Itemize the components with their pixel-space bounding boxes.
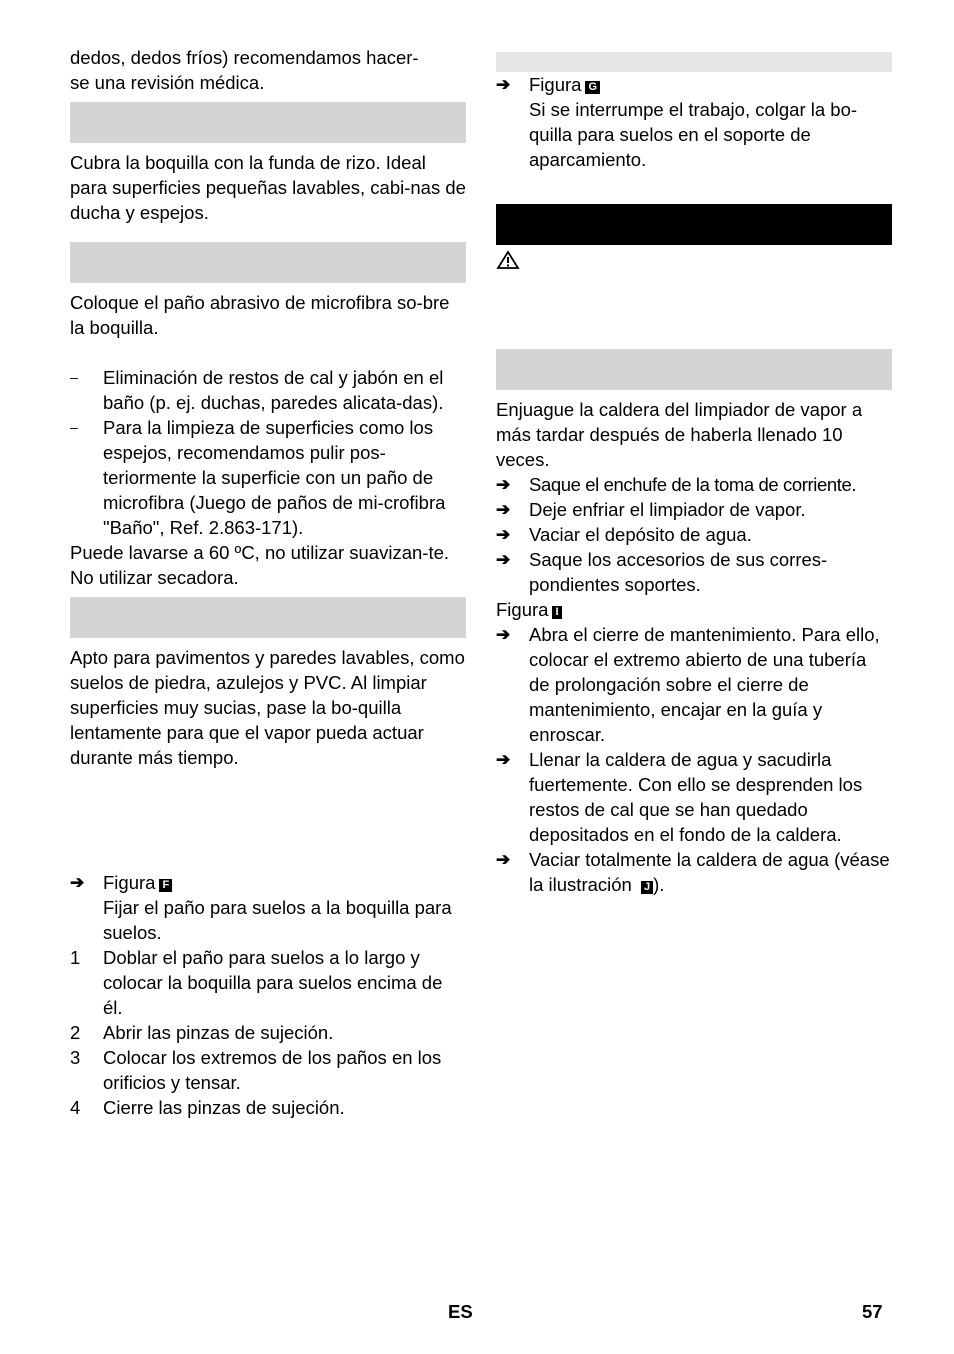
list-item: [70, 415, 466, 540]
arrow-icon: ➔: [496, 750, 511, 769]
right-column: [496, 45, 892, 897]
arrow-icon: ➔: [496, 625, 511, 644]
numbered-step: [70, 1045, 466, 1095]
arrow-step: [496, 522, 892, 547]
step-text-end: ).: [653, 874, 665, 895]
step-text: Fijar el paño para suelos a la boquilla para suelos.: [103, 897, 452, 943]
arrow-list: [496, 622, 892, 897]
arrow-step: [496, 472, 892, 497]
arrow-icon: ➔: [496, 75, 511, 94]
arrow-icon: ➔: [70, 873, 85, 892]
section-heading-bar-light: [496, 52, 892, 72]
step-text: Colocar los extremos de los paños en los orificios y tensar.: [103, 1047, 442, 1093]
arrow-icon: ➔: [496, 475, 511, 494]
numbered-step: [70, 1020, 466, 1045]
step-text: Abra el cierre de mantenimiento. Para ello, colocar el extremo abierto de una tubería de prolongación sobre el cierre de mantenimiento, encajar en la guía y enroscar.: [529, 624, 880, 745]
step-number: 4: [70, 1097, 81, 1118]
wash-paragraph: Puede lavarse a 60 ºC, no utilizar suavizan-te. No utilizar secadora.: [70, 542, 450, 588]
arrow-icon: ➔: [496, 550, 511, 569]
step-text: Saque los accesorios de sus corres-pondientes soportes.: [529, 549, 828, 595]
step-text: Llenar la caldera de agua y sacudirla fuertemente. Con ello se desprenden los restos de cal que se han quedado depositados en el fondo de la caldera.: [529, 749, 863, 845]
section-heading-bar: [70, 597, 466, 638]
figure-label: Figura: [103, 872, 156, 893]
step-text: Cierre las pinzas de sujeción.: [103, 1097, 345, 1118]
chapter-heading-bar: [496, 204, 892, 245]
arrow-icon: ➔: [496, 525, 511, 544]
dash-marker: –: [70, 419, 78, 435]
list-item-text: Eliminación de restos de cal y jabón en el baño (p. ej. duchas, paredes alicata-das).: [103, 367, 444, 413]
figure-ref-badge: G: [585, 81, 600, 94]
figure-ref-badge: F: [159, 879, 172, 892]
numbered-step: [70, 945, 466, 1020]
bullet-list: [70, 365, 466, 540]
section-heading-bar: [70, 102, 466, 143]
step-text: Abrir las pinzas de sujeción.: [103, 1022, 334, 1043]
numbered-steps: [70, 945, 466, 1120]
floor-paragraph: Apto para pavimentos y paredes lavables, como suelos de piedra, azulejos y PVC. Al limpiar superficies muy sucias, pase la bo-quilla lentamente para que el vapor pueda actuar durante más tiempo.: [70, 647, 465, 768]
dash-marker: –: [70, 369, 78, 385]
step-text: Vaciar totalmente la caldera de agua (véase la ilustración: [529, 849, 890, 895]
footer-language: ES: [448, 1301, 473, 1322]
figure-ref-badge: I: [552, 606, 561, 619]
arrow-icon: ➔: [496, 500, 511, 519]
numbered-step: [70, 1095, 466, 1120]
figure-step: [496, 72, 892, 172]
intro-line-2: se una revisión médica.: [70, 72, 265, 93]
terry-paragraph: Cubra la boquilla con la funda de rizo. Ideal para superficies pequeñas lavables, cabi-nas de ducha y espejos.: [70, 152, 466, 223]
arrow-list: [496, 472, 892, 597]
step-text: Doblar el paño para suelos a lo largo y colocar la boquilla para suelos encima de él.: [103, 947, 443, 1018]
rinse-paragraph: Enjuague la caldera del limpiador de vapor a más tardar después de haberla llenado 10 veces.: [496, 399, 863, 470]
left-column: [70, 45, 466, 1120]
arrow-step: [496, 622, 892, 747]
warning-triangle-icon: [496, 250, 892, 272]
section-heading-bar: [70, 242, 466, 283]
figure-ref-badge: J: [641, 881, 653, 894]
step-number: 3: [70, 1047, 81, 1068]
figure-label: Figura: [496, 599, 549, 620]
figure-label: Figura: [529, 74, 582, 95]
step-text: Si se interrumpe el trabajo, colgar la bo-quilla para suelos en el soporte de aparcamiento.: [529, 99, 858, 170]
step-text: Vaciar el depósito de agua.: [529, 524, 752, 545]
microfibra-paragraph: Coloque el paño abrasivo de microfibra so-bre la boquilla.: [70, 292, 450, 338]
arrow-step: [496, 847, 892, 897]
intro-line-1: dedos, dedos fríos) recomendamos hacer-: [70, 47, 419, 68]
step-number: 1: [70, 947, 81, 968]
arrow-step: [496, 747, 892, 847]
arrow-step: [496, 497, 892, 522]
step-text: Saque el enchufe de la toma de corriente.: [529, 474, 857, 495]
arrow-icon: ➔: [496, 850, 511, 869]
figure-step: [70, 870, 466, 945]
list-item: [70, 365, 466, 415]
step-number: 2: [70, 1022, 81, 1043]
figure-i-line: [496, 597, 892, 622]
section-heading-bar: [496, 349, 892, 390]
arrow-step: [496, 547, 892, 597]
page-number: 57: [862, 1301, 883, 1322]
step-text: Deje enfriar el limpiador de vapor.: [529, 499, 806, 520]
list-item-text: Para la limpieza de superficies como los espejos, recomendamos pulir pos-teriormente la superficie con un paño de microfibra (Juego de paños de mi-crofibra "Baño", Ref. 2.863-171).: [103, 417, 446, 538]
